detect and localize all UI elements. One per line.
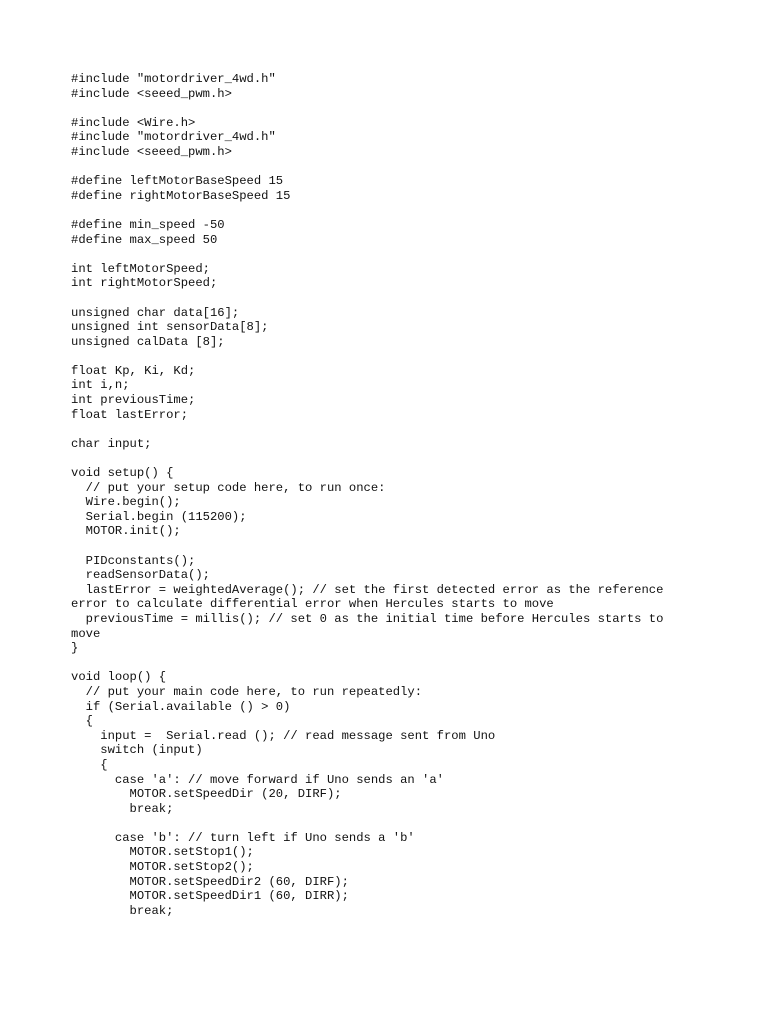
code-line: } <box>71 641 79 656</box>
code-line: MOTOR.setStop1(); <box>71 845 254 860</box>
code-line: #include "motordriver_4wd.h" <box>71 72 276 86</box>
code-line: #include <Wire.h> <box>71 115 196 130</box>
code-line: readSensorData(); <box>71 568 210 583</box>
code-line: unsigned calData [8]; <box>71 334 225 349</box>
code-listing <box>71 72 691 918</box>
code-line: MOTOR.setSpeedDir1 (60, DIRR); <box>71 889 349 904</box>
code-line: unsigned int sensorData[8]; <box>71 320 269 335</box>
code-line: #include <seeed_pwm.h> <box>71 86 232 101</box>
code-line: int rightMotorSpeed; <box>71 276 218 291</box>
code-line: // put your setup code here, to run once: <box>71 480 386 495</box>
code-line <box>71 349 691 364</box>
code-line: char input; <box>71 436 152 451</box>
code-line: #include "motordriver_4wd.h" <box>71 130 276 145</box>
code-line: int i,n; <box>71 378 130 393</box>
code-line: { <box>71 757 108 772</box>
code-line <box>71 816 691 831</box>
code-line: float Kp, Ki, Kd; <box>71 363 196 378</box>
code-line: // put your main code here, to run repeatedly: <box>71 684 423 699</box>
code-line: #define leftMotorBaseSpeed 15 <box>71 174 284 189</box>
code-line <box>71 451 691 466</box>
code-line: Serial.begin (115200); <box>71 509 247 524</box>
code-line: MOTOR.setSpeedDir2 (60, DIRF); <box>71 874 349 889</box>
code-line: lastError = weightedAverage(); // set the first detected error as the reference <box>71 582 664 597</box>
code-line <box>71 291 691 306</box>
code-line: PIDconstants(); <box>71 553 196 568</box>
code-line: void loop() { <box>71 670 167 685</box>
code-line: #define rightMotorBaseSpeed 15 <box>71 188 291 203</box>
code-line: move <box>71 626 101 641</box>
code-line <box>71 247 691 262</box>
code-line: unsigned char data[16]; <box>71 305 240 320</box>
code-line <box>71 101 691 116</box>
code-line <box>71 539 691 554</box>
code-line <box>71 422 691 437</box>
code-line: previousTime = millis(); // set 0 as the initial time before Hercules starts to <box>71 611 664 626</box>
code-line: #define max_speed 50 <box>71 232 218 247</box>
code-line: int previousTime; <box>71 393 196 408</box>
code-line: error to calculate differential error when Hercules starts to move <box>71 597 554 612</box>
code-line <box>71 203 691 218</box>
code-line: { <box>71 714 93 729</box>
code-line: switch (input) <box>71 743 203 758</box>
code-line: #include <seeed_pwm.h> <box>71 144 232 159</box>
code-line: MOTOR.init(); <box>71 524 181 539</box>
code-line: Wire.begin(); <box>71 495 181 510</box>
code-line: case 'a': // move forward if Uno sends an 'a' <box>71 772 444 787</box>
code-line: #define min_speed -50 <box>71 217 225 232</box>
code-line: input = Serial.read (); // read message sent from Uno <box>71 728 496 743</box>
code-line: if (Serial.available () > 0) <box>71 699 291 714</box>
code-line: void setup() { <box>71 466 174 481</box>
code-line: case 'b': // turn left if Uno sends a 'b' <box>71 830 415 845</box>
code-line: MOTOR.setSpeedDir (20, DIRF); <box>71 787 342 802</box>
code-line <box>71 160 691 175</box>
code-line: break; <box>71 903 174 918</box>
code-line: float lastError; <box>71 407 189 422</box>
code-line: MOTOR.setStop2(); <box>71 860 254 875</box>
code-line: break; <box>71 801 174 816</box>
code-line: int leftMotorSpeed; <box>71 261 210 276</box>
code-line <box>71 656 691 671</box>
